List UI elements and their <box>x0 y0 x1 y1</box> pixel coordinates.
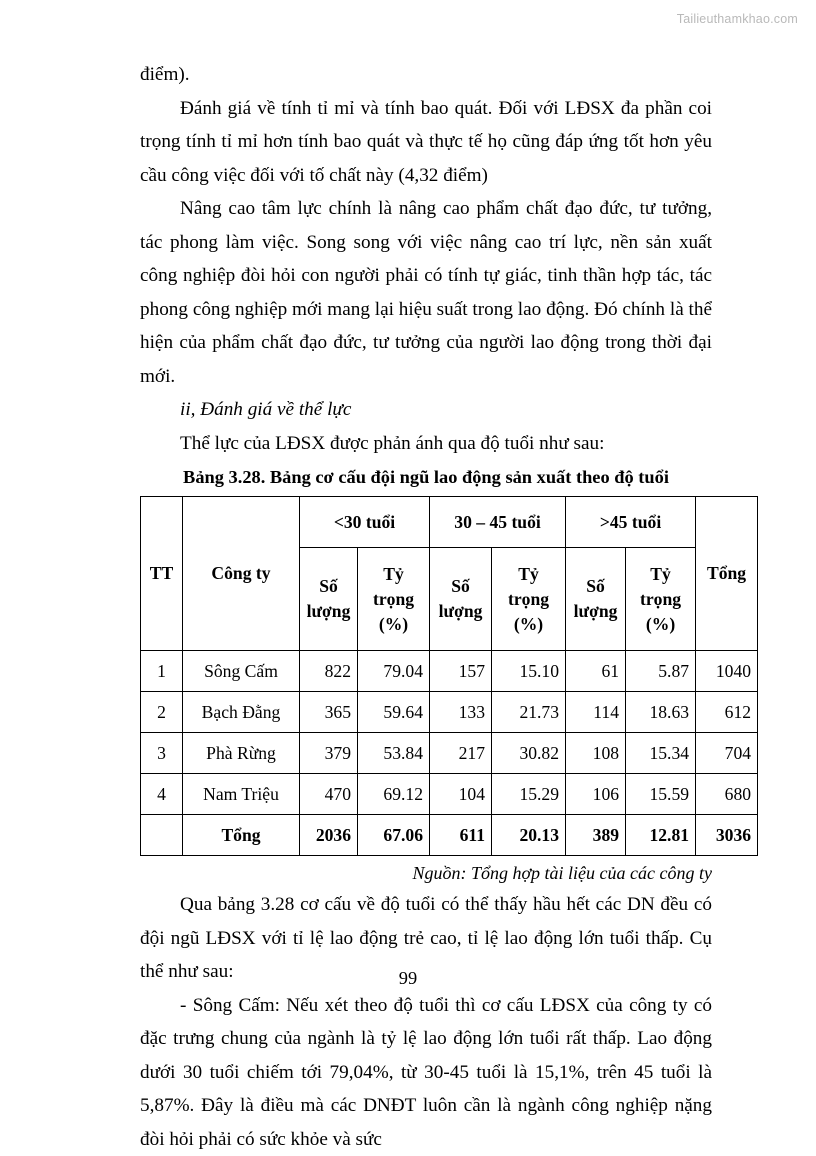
cell-under30-percent: 59.64 <box>358 692 430 733</box>
header-30-45-percent: Tỷ trọng (%) <box>492 548 566 651</box>
header-group-under30: <30 tuổi <box>300 497 430 548</box>
cell-30-45-count: 104 <box>430 774 492 815</box>
cell-under30-count: 2036 <box>300 815 358 856</box>
heading-ii: ii, Đánh giá về thể lực <box>140 393 712 427</box>
header-group-30-45: 30 – 45 tuổi <box>430 497 566 548</box>
cell-total: 612 <box>696 692 758 733</box>
cell-under30-percent: 67.06 <box>358 815 430 856</box>
header-30-45-count: Số lượng <box>430 548 492 651</box>
table-caption: Bảng 3.28. Bảng cơ cấu đội ngũ lao động sản xuất theo độ tuổi <box>140 464 712 490</box>
cell-tt: 1 <box>141 651 183 692</box>
header-group-over45: >45 tuổi <box>566 497 696 548</box>
cell-company: Nam Triệu <box>183 774 300 815</box>
cell-over45-count: 389 <box>566 815 626 856</box>
cell-tt <box>141 815 183 856</box>
paragraph-4: Thể lực của LĐSX được phản ánh qua độ tuổi như sau: <box>140 427 712 461</box>
cell-tt: 4 <box>141 774 183 815</box>
cell-tt: 3 <box>141 733 183 774</box>
cell-over45-count: 61 <box>566 651 626 692</box>
age-structure-table <box>140 496 758 856</box>
paragraph-6: - Sông Cấm: Nếu xét theo độ tuổi thì cơ cấu LĐSX của công ty có đặc trưng chung của ngành là tỷ lệ lao động lớn tuổi rất thấp. Lao động dưới 30 tuổi chiếm tới 79,04%, từ 30-45 tuổi là 15,1%, trên 45 tuổi là 5,87%. Đây là điều mà các DNĐT luôn cần là ngành công nghiệp nặng đòi hỏi phải có sức khỏe và sức <box>140 989 712 1156</box>
paragraph-1: điểm). <box>140 58 712 92</box>
header-under30-count: Số lượng <box>300 548 358 651</box>
cell-30-45-count: 217 <box>430 733 492 774</box>
cell-30-45-count: 133 <box>430 692 492 733</box>
header-company: Công ty <box>183 497 300 651</box>
cell-total: 1040 <box>696 651 758 692</box>
cell-30-45-percent: 15.29 <box>492 774 566 815</box>
table-header-row-groups <box>141 497 758 548</box>
header-tt: TT <box>141 497 183 651</box>
table-total-row <box>141 815 758 856</box>
cell-30-45-percent: 20.13 <box>492 815 566 856</box>
watermark-text: Tailieuthamkhao.com <box>677 12 798 26</box>
cell-under30-count: 822 <box>300 651 358 692</box>
cell-30-45-count: 157 <box>430 651 492 692</box>
paragraph-3: Nâng cao tâm lực chính là nâng cao phẩm chất đạo đức, tư tưởng, tác phong làm việc. Song song với việc nâng cao trí lực, nền sản xuất công nghiệp đòi hỏi con người phải có tính tự giác, tinh thần hợp tác, tác phong công nghiệp mới mang lại hiệu suất trong lao động. Đó chính là thể hiện của phẩm chất đạo đức, tư tưởng của người lao động trong thời đại mới. <box>140 192 712 393</box>
cell-over45-count: 108 <box>566 733 626 774</box>
cell-company: Phà Rừng <box>183 733 300 774</box>
cell-over45-count: 114 <box>566 692 626 733</box>
page-number: 99 <box>0 968 816 989</box>
document-content <box>140 58 712 1156</box>
cell-over45-percent: 12.81 <box>626 815 696 856</box>
cell-under30-percent: 69.12 <box>358 774 430 815</box>
cell-over45-percent: 18.63 <box>626 692 696 733</box>
table-row <box>141 733 758 774</box>
cell-over45-count: 106 <box>566 774 626 815</box>
cell-total: 704 <box>696 733 758 774</box>
header-total: Tổng <box>696 497 758 651</box>
table-source-note: Nguồn: Tổng hợp tài liệu của các công ty <box>140 860 712 886</box>
cell-total: 3036 <box>696 815 758 856</box>
cell-30-45-count: 611 <box>430 815 492 856</box>
cell-under30-count: 379 <box>300 733 358 774</box>
header-under30-percent: Tỷ trọng (%) <box>358 548 430 651</box>
table-row <box>141 774 758 815</box>
cell-30-45-percent: 21.73 <box>492 692 566 733</box>
cell-tt: 2 <box>141 692 183 733</box>
cell-30-45-percent: 15.10 <box>492 651 566 692</box>
cell-under30-count: 365 <box>300 692 358 733</box>
header-over45-count: Số lượng <box>566 548 626 651</box>
cell-company: Sông Cấm <box>183 651 300 692</box>
cell-30-45-percent: 30.82 <box>492 733 566 774</box>
paragraph-5: Qua bảng 3.28 cơ cấu về độ tuổi có thể thấy hầu hết các DN đều có đội ngũ LĐSX với tỉ lệ lao động trẻ cao, tỉ lệ lao động lớn tuổi thấp. Cụ thể như sau: <box>140 888 712 989</box>
header-over45-percent: Tỷ trọng (%) <box>626 548 696 651</box>
cell-company: Bạch Đằng <box>183 692 300 733</box>
table-row <box>141 692 758 733</box>
cell-under30-percent: 79.04 <box>358 651 430 692</box>
cell-total-label: Tổng <box>183 815 300 856</box>
cell-over45-percent: 15.34 <box>626 733 696 774</box>
cell-over45-percent: 5.87 <box>626 651 696 692</box>
table-header <box>141 497 758 651</box>
table-row <box>141 651 758 692</box>
table-body <box>141 651 758 856</box>
cell-total: 680 <box>696 774 758 815</box>
cell-under30-percent: 53.84 <box>358 733 430 774</box>
cell-over45-percent: 15.59 <box>626 774 696 815</box>
paragraph-2: Đánh giá về tính tỉ mỉ và tính bao quát. Đối với LĐSX đa phần coi trọng tính tỉ mỉ hơn tính bao quát và thực tế họ cũng đáp ứng tốt hơn yêu cầu công việc đối với tố chất này (4,32 điểm) <box>140 92 712 193</box>
cell-under30-count: 470 <box>300 774 358 815</box>
